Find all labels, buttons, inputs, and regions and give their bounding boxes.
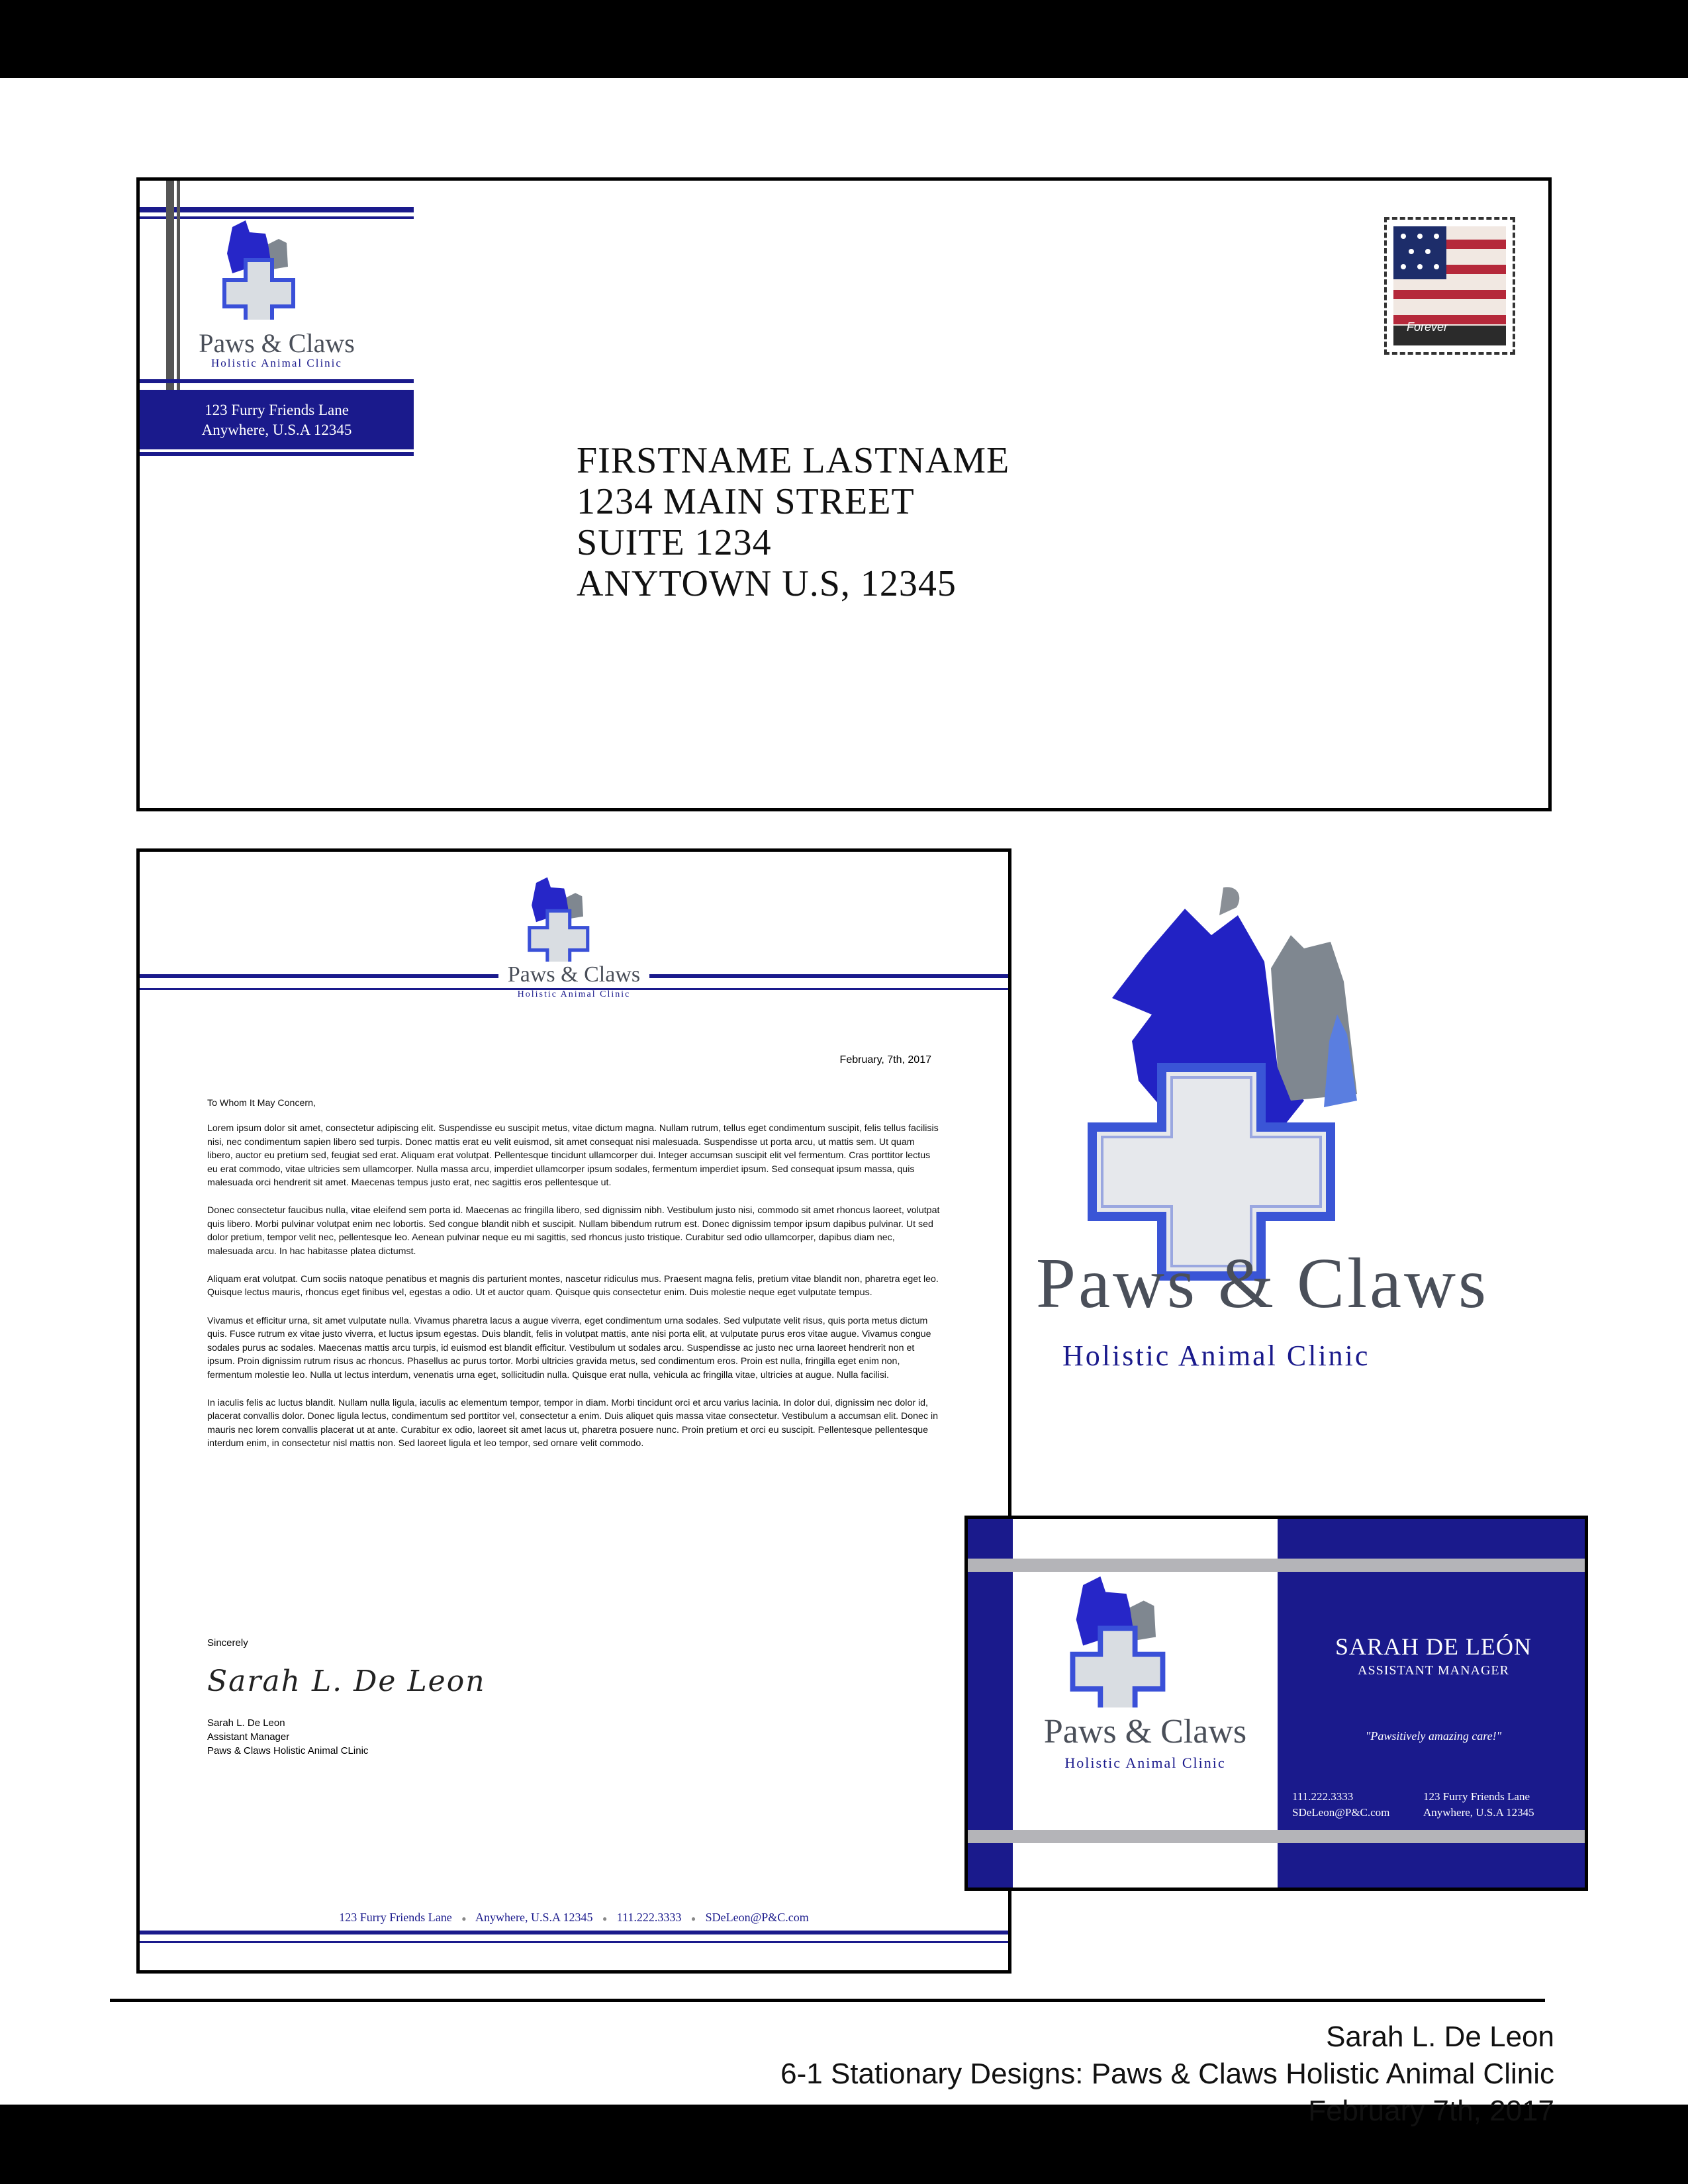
letter-salutation: To Whom It May Concern, bbox=[207, 1098, 316, 1109]
envelope-brand-name: Paws & Claws bbox=[199, 328, 355, 358]
main-logo-brand-name: Paws & Claws bbox=[1036, 1244, 1489, 1323]
footer-phone: 111.222.3333 bbox=[616, 1911, 682, 1924]
card-logo-icon bbox=[1066, 1575, 1178, 1707]
paw-cross-logo-icon bbox=[219, 220, 305, 320]
card-address-line-2: Anywhere, U.S.A 12345 bbox=[1423, 1806, 1534, 1819]
return-address-line-2: Anywhere, U.S.A 12345 bbox=[201, 422, 352, 438]
stamp-label: Forever bbox=[1407, 320, 1448, 334]
caption-assignment: 6-1 Stationary Designs: Paws & Claws Holistic Animal Clinic bbox=[780, 2058, 1554, 2090]
letter-closing: Sincerely bbox=[207, 1637, 248, 1649]
signer-title: Assistant Manager bbox=[207, 1731, 290, 1743]
footer-separator: ● bbox=[690, 1914, 696, 1923]
envelope-top-rule-thin bbox=[140, 216, 414, 219]
card-person-title: ASSISTANT MANAGER bbox=[1358, 1663, 1509, 1678]
letter-signature: Sarah L. De Leon bbox=[207, 1664, 486, 1698]
letterhead-bottom-rule bbox=[140, 1931, 1008, 1934]
footer-email: SDeLeon@P&C.com bbox=[705, 1911, 809, 1924]
footer-address: 123 Furry Friends Lane bbox=[339, 1911, 452, 1924]
letter-paragraph: Lorem ipsum dolor sit amet, consectetur adipiscing elit. Suspendisse eu suscipit metus, vitae dictum magna. Nullam rutrum, tellus eget condimentum suscipit, felis tellus facilisis nisi, nec condimentum sapien libero sed turpis. Donec mattis erat eu velit euismod, sit amet consequat nisi malesuada. Suspendisse ut porta arcu, ut mattis sem. Ut quam libero, auctor eu pretium sed, feugiat sed erat. Aliquam erat volutpat. Pellentesque tincidunt ullamcorper dui. Integer accumsan suscipit elit vel fermentum. Cras porttitor lectus eu erat commodo, vitae ultricies sem ullamcorper. Nulla massa arcu, imperdiet ullamcorper ipsum sodales, fermentum imperdiet ipsum. Sed consequat ipsum massa, quis malesuada orci hendrerit sit amet. Maecenas tempus justo erat, nec sagittis eros pellentesque ut. bbox=[207, 1123, 939, 1189]
recipient-address bbox=[577, 440, 1009, 604]
card-person-name: SARAH DE LEÓN bbox=[1335, 1633, 1532, 1660]
envelope-bottom-rule bbox=[140, 452, 414, 456]
card-brand-tagline: Holistic Animal Clinic bbox=[1064, 1754, 1226, 1771]
envelope bbox=[136, 177, 1552, 811]
card-contact-block bbox=[1292, 1789, 1389, 1821]
return-address-line-1: 123 Furry Friends Lane bbox=[205, 402, 349, 418]
letter-body bbox=[207, 1097, 942, 1465]
card-slogan: "Pawsitively amazing care!" bbox=[1365, 1729, 1502, 1743]
caption-divider bbox=[110, 1999, 1545, 2002]
letterhead-brand-tagline: Holistic Animal Clinic bbox=[517, 989, 631, 999]
letter-date: February, 7th, 2017 bbox=[839, 1054, 931, 1066]
envelope-brand-tagline: Holistic Animal Clinic bbox=[211, 357, 342, 369]
letterhead-footer bbox=[140, 1911, 1008, 1925]
card-phone: 111.222.3333 bbox=[1292, 1790, 1354, 1803]
card-email: SDeLeon@P&C.com bbox=[1292, 1806, 1390, 1819]
card-top-stripe bbox=[968, 1559, 1585, 1572]
footer-city: Anywhere, U.S.A 12345 bbox=[475, 1911, 593, 1924]
recipient-line-2: 1234 MAIN STREET bbox=[577, 481, 915, 522]
envelope-top-rule bbox=[140, 207, 414, 212]
signer-block bbox=[207, 1716, 368, 1758]
business-card bbox=[964, 1516, 1588, 1891]
letter-paragraph: In iaculis felis ac luctus blandit. Nullam nulla ligula, iaculis ac elementum tempor, tempor in diam. Morbi tincidunt orci et arcu varius lacinia. In dolor dui, dignissim nec dolor id, placerat convallis dolor. Donec ligula lectus, condimentum sed porttitor vel, consectetur a enim. Duis aliquet quis massa vitae consectetur. Vestibulum a accumsan elit. Donec in mauris nec lorem convallis placerat ut at ante. Curabitur ex odio, laoreet sit amet lacus ut, pharetra posuere nunc. Proin pretium et orci eu suscipit. Pellentesque pellentesque interdum enim, in consectetur nisl mattis non. Sed laoreet ligula et leo tempor, sed ornare velit commodo. bbox=[207, 1397, 939, 1449]
letter-paragraph: Donec consectetur faucibus nulla, vitae eleifend sem porta id. Maecenas ac fringilla libero, sed dignissim nibh. Vestibulum justo nisi, commodo sit amet rhoncus laoreet, volutpat quis libero. Morbi pulvinar volutpat enim nec lobortis. Sed congue blandit nibh et suscipit. Nullam bibendum rutrum est. Donec dignissim tempor ipsum dapibus pulvinar. Ut sed dolor pretium, tempor velit nec, pellentesque leo. Aenean pulvinar neque eu mi sagittis, sed rhoncus justo tristique. Curabitur sed odio ullamcorper, dapibus diam nec, malesuada arcu. In hac habitasse platea dictumst. bbox=[207, 1205, 940, 1257]
card-address-line-1: 123 Furry Friends Lane bbox=[1423, 1790, 1530, 1803]
card-address-block bbox=[1423, 1789, 1534, 1821]
presentation-sheet bbox=[0, 78, 1688, 2127]
letter-paragraph: Vivamus et efficitur urna, sit amet vulputate nulla. Vivamus pharetra lacus a augue viverra, eget condimentum urna sodales. Sed vulputate velit risus, quis porta metus dictum quis. Fusce rutrum ex vitae justo viverra, et luctus ipsum egestas. Duis blandit, felis in volutpat mattis, ante nisi porta elit, at vulputate purus eros vitae augue. Vivamus congue sodales purus ac sodales. Maecenas mattis arcu turpis, id euismod est blandit efficitur. Vestibulum ut sodales arcu. Suspendisse ac justo nec urna laoreet hendrerit non et ipsum. Proin dignissim rutrum risus ac rhoncus. Phasellus ac purus tortor. Morbi ultricies gravida metus, sed condimentum eros. Proin est nulla, fringilla eget enim non, fermentum molestie leo. Nulla ut lectus interdum, venenatis urna eget, sollicitudin nulla. Quisque erat nulla, vehicula ac fringilla vitae, ultricies at augue. Nulla facilisi. bbox=[207, 1315, 931, 1381]
recipient-line-3: SUITE 1234 bbox=[577, 522, 772, 563]
card-brand-name: Paws & Claws bbox=[1043, 1713, 1247, 1751]
caption-block bbox=[780, 2019, 1554, 2130]
letterhead-brand-block bbox=[140, 962, 1008, 987]
signer-name: Sarah L. De Leon bbox=[207, 1717, 285, 1729]
caption-author: Sarah L. De Leon bbox=[1326, 2021, 1554, 2053]
main-logo-tagline: Holistic Animal Clinic bbox=[1062, 1340, 1370, 1372]
caption-date: February 7th, 2017 bbox=[1308, 2095, 1554, 2127]
footer-separator: ● bbox=[602, 1914, 608, 1923]
letterhead-bottom-rule-thin bbox=[140, 1941, 1008, 1943]
letterhead-logo-icon bbox=[525, 877, 598, 962]
card-bottom-stripe bbox=[968, 1830, 1585, 1843]
letterhead bbox=[136, 848, 1011, 1974]
signer-org: Paws & Claws Holistic Animal CLinic bbox=[207, 1745, 369, 1756]
footer-separator: ● bbox=[461, 1914, 467, 1923]
recipient-line-4: ANYTOWN U.S, 12345 bbox=[577, 563, 957, 604]
letter-paragraph: Aliquam erat volutpat. Cum sociis natoque penatibus et magnis dis parturient montes, nascetur ridiculus mus. Praesent magna felis, pretium vitae blandit non, pharetra eget leo. Quisque lectus mauris, rhoncus eget finibus vel, egestas a odio. Ut et auctor quam. Quisque quis consectetur enim. Duis molestie neque eget vulputate tempus. bbox=[207, 1274, 939, 1298]
letterhead-brand-name: Paws & Claws bbox=[498, 962, 649, 987]
envelope-mid-rule bbox=[140, 379, 414, 383]
recipient-line-1: FIRSTNAME LASTNAME bbox=[577, 440, 1010, 481]
paws-claws-main-logo-icon bbox=[1013, 882, 1609, 1412]
postage-stamp bbox=[1384, 217, 1515, 355]
envelope-return-address bbox=[140, 390, 414, 449]
